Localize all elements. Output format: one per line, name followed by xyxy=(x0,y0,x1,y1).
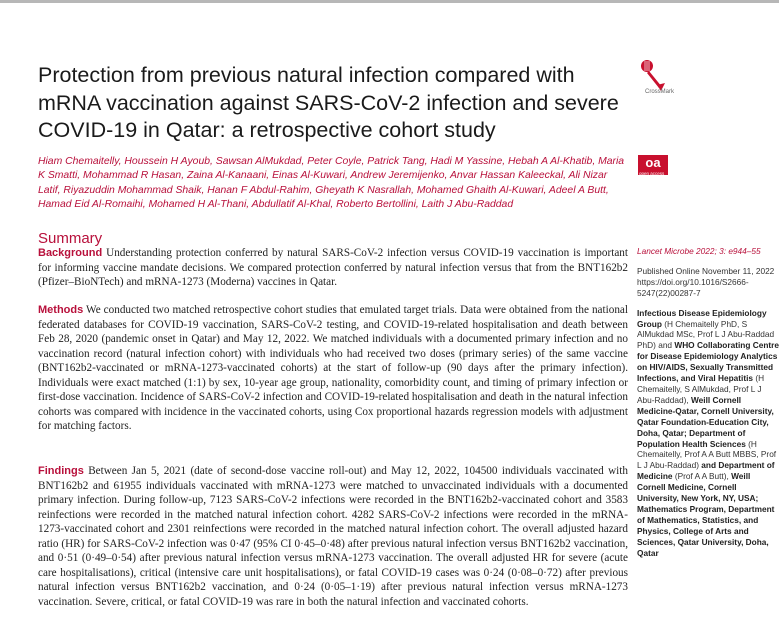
methods-label: Methods xyxy=(38,304,84,316)
author-list: Hiam Chemaitelly, Houssein H Ayoub, Sawsan AlMukdad, Peter Coyle, Patrick Tang, Hadi M Yassine, Hebah A Al-Khatib, Maria K Smatti, Mohammad R Hasan, Zaina Al-Kanaani, Einas Al-Kuwari, Andrew Jeremijenko, Anvar Hassan Kaleeckal, Ali Nizar Latif, Riyazuddin Mohammad Shaik, Hanan F Abdul-Rahim, Gheyath K Nasrallah, Mohamed Ghaith Al-Kuwari, Adeel A Butt, Hamad Eid Al-Romaihi, Mohamed H Al-Thani, Abdullatif Al-Khal, Roberto Bertollini, Laith J Abu-Raddad xyxy=(38,156,625,211)
published-online[interactable]: Published Online November 11, 2022 https://doi.org/10.1016/S2666-5247(22)00287-7 xyxy=(637,265,775,298)
affiliation-5-name: Weill Cornell Medicine, Cornell University, New York, NY, USA; Mathematics Program, Department of Mathematics, Statistics, and Physics, College of Arts and Sciences, Qatar University, Doha, Qatar xyxy=(637,471,775,558)
background-label: Background xyxy=(38,247,103,259)
affiliation-1-name: Infectious Disease Epidemiology Group xyxy=(637,307,767,329)
affiliations xyxy=(637,308,779,559)
affiliation-2-name: WHO Collaborating Centre for Disease Epidemiology Analytics on HIV/AIDS, Sexually Transmitted Infections, and Viral Hepatitis xyxy=(637,340,779,384)
findings-paragraph xyxy=(38,464,628,609)
crossmark-label: CrossMark xyxy=(645,89,675,95)
background-paragraph xyxy=(38,246,628,290)
top-rule xyxy=(0,0,779,3)
findings-text: Between Jan 5, 2021 (date of second-dose vaccine roll-out) and May 12, 2022, 104500 individuals vaccinated with BNT162b2 and 61955 individuals vaccinated with mRNA-1273 were matched to unvaccinated individuals with a documented primary infection. During follow-up, 7123 SARS-CoV-2 infections were recorded in the BNT162b2-vaccinated cohort and 3583 reinfections were recorded in the matched natural infection cohort. 4282 SARS-CoV-2 infections were recorded in the mRNA-1273-vaccinated cohort and 2301 reinfections were recorded in the matched natural infection cohort. The overall adjusted hazard ratio (HR) for SARS-CoV-2 infection was 0·47 (95% CI 0·45–0·48) after previous natural infection versus BNT162b2 vaccination, and 0·51 (0·49–0·54) after previous natural infection versus mRNA-1273 vaccination. The overall adjusted HR for severe (acute care hospitalisations), critical (intensive care unit hospitalisations), or fatal COVID-19 cases was 0·24 (0·08–0·72) after previous natural infection versus BNT162b2 vaccination, and 0·24 (0·05–1·19) after previous natural infection versus mRNA-1273 vaccination. Severe, critical, or fatal COVID-19 was rare in both the natural infection and vaccinated cohorts. xyxy=(38,465,628,608)
affiliation-1-members: (H Chemaitelly PhD, S AlMukdad MSc, Prof L J Abu-Raddad PhD) and xyxy=(637,318,775,351)
methods-text: We conducted two matched retrospective cohort studies that emulated target trials. Data were obtained from the national federated databases for COVID-19 vaccination, SARS-CoV-2 testing, and COVID-19-related hospitalisation and death between Feb 28, 2020 (pandemic onset in Qatar) and May 12, 2022. We matched individuals with a documented primary infection and no vaccination record (natural infection cohort) with individuals who had received two doses (primary series) of the same vaccine (BNT162b2-vaccinated or mRNA-1273-vaccinated cohorts) at the start of follow-up (90 days after the primary infection). Individuals were exact matched (1:1) by sex, 10-year age group, nationality, comorbidity count, and timing of primary infection or first-dose vaccination. Incidence of SARS-CoV-2 infection and COVID-19-related hospitalisation and death in the natural infection cohorts was compared with incidence in the vaccinated cohorts, using Cox proportional hazards regression models with adjustment for matching factors. xyxy=(38,304,628,432)
affiliation-3-members: (H Chemaitelly, Prof A A Butt MBBS, Prof L J Abu-Raddad) xyxy=(637,438,777,471)
open-access-subtext: open access xyxy=(639,171,665,176)
article-title: Protection from previous natural infection compared with mRNA vaccination against SARS-CoV-2 infection and severe COVID-19 in Qatar: a retrospective cohort study xyxy=(38,63,619,142)
summary-heading: Summary xyxy=(38,230,103,247)
affiliation-4-name: and Department of Medicine xyxy=(637,460,775,482)
affiliation-3-name: Weill Cornell Medicine-Qatar, Cornell University, Qatar Foundation-Education City, Doha, Qatar; Department of Population Health Sciences xyxy=(637,394,774,449)
background-text: Understanding protection conferred by natural SARS-CoV-2 infection versus COVID-19 vaccination is important for informing vaccine mandate decisions. We compared protection conferred by natural infection versus that from the BNT162b2 (Pfizer–BioNTech) and mRNA-1273 (Moderna) vaccines in Qatar. xyxy=(38,247,628,288)
affiliation-2-members: (H Chemaitelly, S AlMukdad, Prof L J Abu-Raddad), xyxy=(637,373,765,405)
open-access-badge-text: oa xyxy=(645,155,661,170)
methods-paragraph xyxy=(38,303,628,434)
findings-label: Findings xyxy=(38,465,84,477)
affiliation-4-members: (Prof A A Butt), xyxy=(672,471,732,482)
journal-citation: Lancet Microbe 2022; 3: e944–55 xyxy=(637,246,761,256)
sidebar xyxy=(637,246,779,558)
